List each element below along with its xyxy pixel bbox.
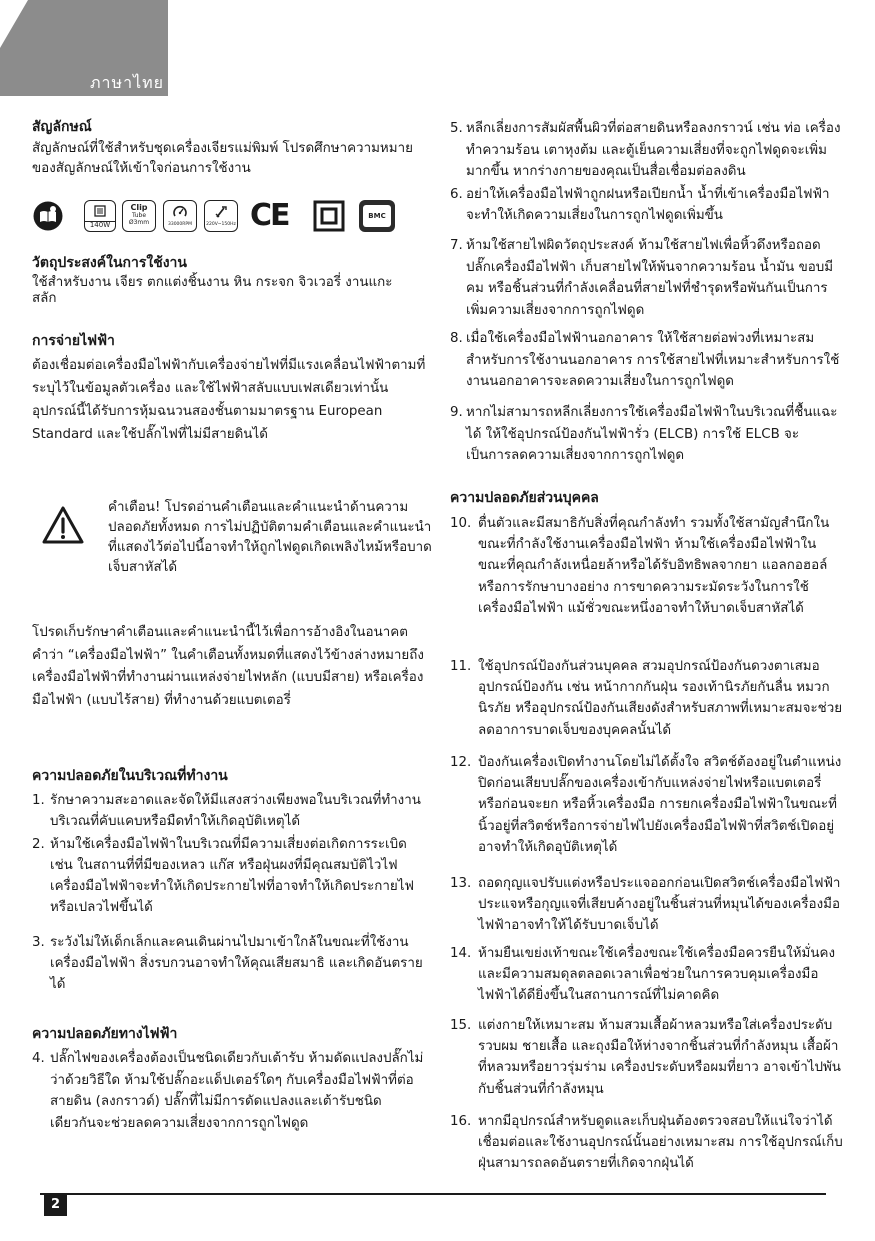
item-number: 8.	[450, 331, 463, 346]
ce-mark-icon: CE	[250, 198, 289, 233]
list-item	[450, 873, 844, 937]
power-label: 140W	[85, 221, 115, 229]
list-item	[32, 790, 427, 832]
speed-icon	[163, 200, 197, 232]
language-tab	[0, 0, 168, 96]
footer-rule	[40, 1193, 826, 1195]
list-item	[450, 656, 844, 741]
list-item	[450, 184, 844, 226]
item-number: 6.	[450, 187, 463, 202]
personal-safety-heading: ความปลอดภัยส่วนบุคคล	[450, 490, 599, 506]
keep-warnings-text: โปรดเก็บรักษาคำเตือนและคำแนะนำนี้ไว้เพื่อการอ้างอิงในอนาคต คำว่า “เครื่องมือไฟฟ้า” ในคำเตือนทั้งหมดที่แสดงไว้ข้างล่างหมายถึง เครื่องมือไฟฟ้าที่ทำงานผ่านแหล่งจ่ายไฟหลัก (แบบมีสาย) หรือเครื่องมือไฟฟ้า (แบบไร้สาย) ที่ทำงานด้วยแบตเตอรี่	[32, 625, 424, 708]
item-text: อย่าให้เครื่องมือไฟฟ้าถูกฝนหรือเปียกน้ำ น้ำที่เข้าเครื่องมือไฟฟ้าจะทำให้เกิดความเสี่ยงในการถูกไฟดูดเพิ่มขึ้น	[466, 187, 830, 223]
item-number: 4.	[32, 1051, 45, 1066]
clip-label: Clip	[130, 203, 148, 212]
list-item	[450, 402, 844, 467]
tube-label: Tube	[131, 212, 147, 219]
electrical-heading: ความปลอดภัยทางไฟฟ้า	[32, 1026, 178, 1042]
page-number: 2	[44, 1194, 67, 1216]
list-item	[32, 932, 427, 995]
item-text: ตื่นตัวและมีสมาธิกับสิ่งที่คุณกำลังทำ รวมทั้งใช้สามัญสำนึกในขณะที่กำลังใช้งานเครื่องมือไฟฟ้า ห้ามใช้เครื่องมือไฟฟ้าในขณะที่คุณกำลังเหนื่อยล้าหรือได้รับอิทธิพลจากยา แอลกอฮอล์ หรือการรักษาบางอย่าง การขาดความระมัดระวังในการใช้เครื่องมือไฟฟ้า แม้ชั่วขณะหนึ่งอาจทำให้บาดเจ็บสาหัสได้	[478, 516, 830, 616]
list-item	[450, 328, 844, 393]
item-text: ปลั๊กไฟของเครื่องต้องเป็นชนิดเดียวกับเต้ารับ ห้ามดัดแปลงปลั๊กไม่ว่าด้วยวิธีใด ห้ามใช้ปลั๊กอะแด็ปเตอร์ใดๆ กับเครื่องมือไฟฟ้าที่ต่อสายดิน (ลงกราวด์) ปลั๊กที่ไม่มีการดัดแปลงและเต้ารับชนิดเดียวกันจะช่วยลดความเสี่ยงจากการถูกไฟดูด	[50, 1051, 424, 1131]
speed-label: 33000RPM	[167, 222, 193, 227]
read-manual-icon	[32, 200, 64, 232]
item-number: 10.	[450, 516, 472, 531]
voltage-icon	[204, 200, 238, 232]
item-text: เมื่อใช้เครื่องมือไฟฟ้านอกอาคาร ให้ใช้สายต่อพ่วงที่เหมาะสมสำหรับการใช้งานนอกอาคาร การใช้สายไฟที่เหมาะสำหรับการใช้งานนอกอาคารจะลดความเสี่ยงในการถูกไฟดูด	[466, 331, 840, 389]
warning-triangle-icon	[42, 506, 84, 544]
language-label: ภาษาไทย	[90, 73, 165, 92]
power-rating-icon	[84, 200, 116, 232]
symbols-heading: สัญลักษณ์	[32, 119, 92, 135]
item-text: ระวังไม่ให้เด็กเล็กและคนเดินผ่านไปมาเข้าใกล้ในขณะที่ใช้งานเครื่องมือไฟฟ้า สิ่งรบกวนอาจทำให้คุณเสียสมาธิ และเกิดอันตรายได้	[50, 935, 423, 992]
item-text: แต่งกายให้เหมาะสม ห้ามสวมเสื้อผ้าหลวมหรือใส่เครื่องประดับ รวบผม ชายเสื้อ และถุงมือให้ห่างจากชิ้นส่วนที่กำลังหมุน เสื้อผ้าที่หลวมหรือยาวรุ่มร่าม เครื่องประดับหรือผมที่ยาว อาจเข้าไปพันกับชิ้นส่วนที่กำลังหมุน	[478, 1018, 841, 1097]
work-area-heading: ความปลอดภัยในบริเวณที่ทำงาน	[32, 768, 228, 784]
item-number: 5.	[450, 121, 463, 136]
item-text: ห้ามใช้เครื่องมือไฟฟ้าในบริเวณที่มีความเสี่ยงต่อเกิดการระเบิด เช่น ในสถานที่ที่มีของเหลว แก๊ส หรือฝุ่นผงที่มีคุณสมบัติไวไฟ เครื่องมือไฟฟ้าจะทำให้เกิดประกายไฟที่อาจทำให้เกิดประกายไฟหรือเปลวไฟขึ้นได้	[50, 837, 414, 915]
item-number: 7.	[450, 238, 463, 253]
item-text: ถอดกุญแจปรับแต่งหรือประแจออกก่อนเปิดสวิตช์เครื่องมือไฟฟ้าประแจหรือกุญแจที่เสียบค้างอยู่ในชิ้นส่วนที่หมุนได้ของเครื่องมือไฟฟ้าอาจทำให้ได้รับบาดเจ็บได้	[478, 876, 841, 934]
bmc-label: BMC	[363, 205, 391, 227]
voltage-label: 220V~150Hz	[206, 222, 236, 227]
power-supply-body: ต้องเชื่อมต่อเครื่องมือไฟฟ้ากับเครื่องจ่ายไฟที่มีแรงเคลื่อนไฟฟ้าตามที่ระบุไว้ในข้อมูลตัวเครื่อง และใช้ไฟฟ้าสลับแบบเฟสเดียวเท่านั้นอุปกรณ์นี้ได้รับการหุ้มฉนวนสองชั้นตามมาตรฐาน European Standard และใช้ปลั๊กไฟที่ไม่มีสายดินได้	[32, 358, 426, 442]
symbols-intro: สัญลักษณ์ที่ใช้สำหรับชุดเครื่องเจียรแม่พิมพ์ โปรดศึกษาความหมายของสัญลักษณ์ให้เข้าใจก่อนการใช้งาน	[32, 141, 413, 176]
list-item	[450, 752, 844, 858]
bmc-icon	[359, 200, 395, 232]
item-number: 1.	[32, 793, 45, 808]
item-number: 11.	[450, 659, 472, 674]
item-text: ห้ามใช้สายไฟผิดวัตถุประสงค์ ห้ามใช้สายไฟเพื่อหิ้วดึงหรือถอดปลั๊กเครื่องมือไฟฟ้า เก็บสายไฟให้พ้นจากความร้อน น้ำมัน ขอบมีคม หรือชิ้นส่วนที่กำลังเคลื่อนที่สายไฟที่ชำรุดหรือพันกันเป็นการเพิ่มความเสี่ยงจากการถูกไฟดูด	[466, 238, 834, 318]
list-item	[450, 1015, 844, 1100]
intended-use-body: ใช้สำหรับงาน เจียร ตกแต่งชิ้นงาน หิน กระจก จิวเวอรี่ งานแกะสลัก	[32, 275, 393, 306]
list-item	[450, 513, 844, 619]
power-supply-heading: การจ่ายไฟฟ้า	[32, 333, 115, 349]
clip-tube-icon	[122, 200, 156, 232]
item-number: 2.	[32, 837, 45, 852]
item-number: 15.	[450, 1018, 472, 1033]
tab-notch	[0, 0, 28, 48]
warning-block	[32, 498, 432, 590]
double-insulation-icon	[313, 200, 345, 232]
symbol-icons-row	[32, 200, 432, 234]
item-text: รักษาความสะอาดและจัดให้มีแสงสว่างเพียงพอในบริเวณที่ทำงาน บริเวณที่คับแคบหรือมืดทำให้เกิดอุบัติเหตุได้	[50, 793, 421, 829]
item-text: หลีกเลี่ยงการสัมผัสพื้นผิวที่ต่อสายดินหรือลงกราวน์ เช่น ท่อ เครื่องทำความร้อน เตาหุงต้ม และตู้เย็นความเสี่ยงที่จะถูกไฟดูดจะเพิ่มมากขึ้น หากร่างกายของคุณเป็นสื่อเชื่อมต่อลงดิน	[466, 121, 841, 179]
list-item	[450, 118, 844, 183]
list-item	[32, 834, 427, 918]
item-text: ใช้อุปกรณ์ป้องกันส่วนบุคคล สวมอุปกรณ์ป้องกันดวงตาเสมอ อุปกรณ์ป้องกัน เช่น หน้ากากกันฝุ่น รองเท้านิรภัยกันลื่น หมวกนิรภัย หรืออุปกรณ์ป้องกันเสียงดังสำหรับสภาพที่เหมาะสมจะช่วยลดอาการบาดเจ็บของบุคคลนั้นได้	[478, 659, 843, 738]
item-text: ห้ามยืนเขย่งเท้าขณะใช้เครื่องขณะใช้เครื่องมือควรยืนให้มั่นคงและมีความสมดุลตลอดเวลาเพื่อช่วยในการควบคุมเครื่องมือไฟฟ้าได้ดียิ่งขึ้นในสถานการณ์ที่ไม่คาดคิด	[478, 946, 835, 1004]
item-number: 3.	[32, 935, 45, 950]
list-item	[450, 235, 844, 321]
item-number: 13.	[450, 876, 472, 891]
list-item	[450, 943, 844, 1007]
item-number: 14.	[450, 946, 472, 961]
item-number: 12.	[450, 755, 472, 770]
item-text: หากไม่สามารถหลีกเลี่ยงการใช้เครื่องมือไฟฟ้าในบริเวณที่ชื้นแฉะได้ ให้ใช้อุปกรณ์ป้องกันไฟฟ้ารั่ว (ELCB) การใช้ ELCB จะเป็นการลดความเสี่ยงจากการถูกไฟดูด	[466, 405, 838, 463]
item-number: 16.	[450, 1114, 472, 1129]
list-item	[32, 1048, 427, 1134]
item-text: ป้องกันเครื่องเปิดทำงานโดยไม่ได้ตั้งใจ สวิตช์ต้องอยู่ในตำแหน่งปิดก่อนเสียบปลั๊กของเครื่องเข้ากับแหล่งจ่ายไฟหรือแบตเตอรี่ หรือก่อนจะยก หรือหิ้วเครื่องมือ การยกเครื่องมือไฟฟ้าในขณะที่นิ้วอยู่ที่สวิตช์หรือการจ่ายไฟไปยังเครื่องมือไฟฟ้าที่สวิตช์เปิดอยู่ อาจทำให้เกิดอุบัติเหตุได้	[478, 755, 842, 855]
item-number: 9.	[450, 405, 463, 420]
diameter-label: Ø3mm	[128, 219, 150, 226]
list-item	[450, 1111, 844, 1175]
warning-text: คำเตือน! โปรดอ่านคำเตือนและคำแนะนำด้านความปลอดภัยทั้งหมด การไม่ปฏิบัติตามคำเตือนและคำแนะนำที่แสดงไว้ต่อไปนี้อาจทำให้ถูกไฟดูดเกิดเพลิงไหม้หรือบาดเจ็บสาหัสได้	[108, 500, 432, 575]
intended-use-heading: วัตถุประสงค์ในการใช้งาน	[32, 255, 187, 271]
item-text: หากมีอุปกรณ์สำหรับดูดและเก็บฝุ่นต้องตรวจสอบให้แน่ใจว่าได้เชื่อมต่อและใช้งานอุปกรณ์นั้นอย่างเหมาะสม การใช้อุปกรณ์เก็บฝุ่นสามารถลดอันตรายที่เกิดจากฝุ่นได้	[478, 1114, 843, 1172]
